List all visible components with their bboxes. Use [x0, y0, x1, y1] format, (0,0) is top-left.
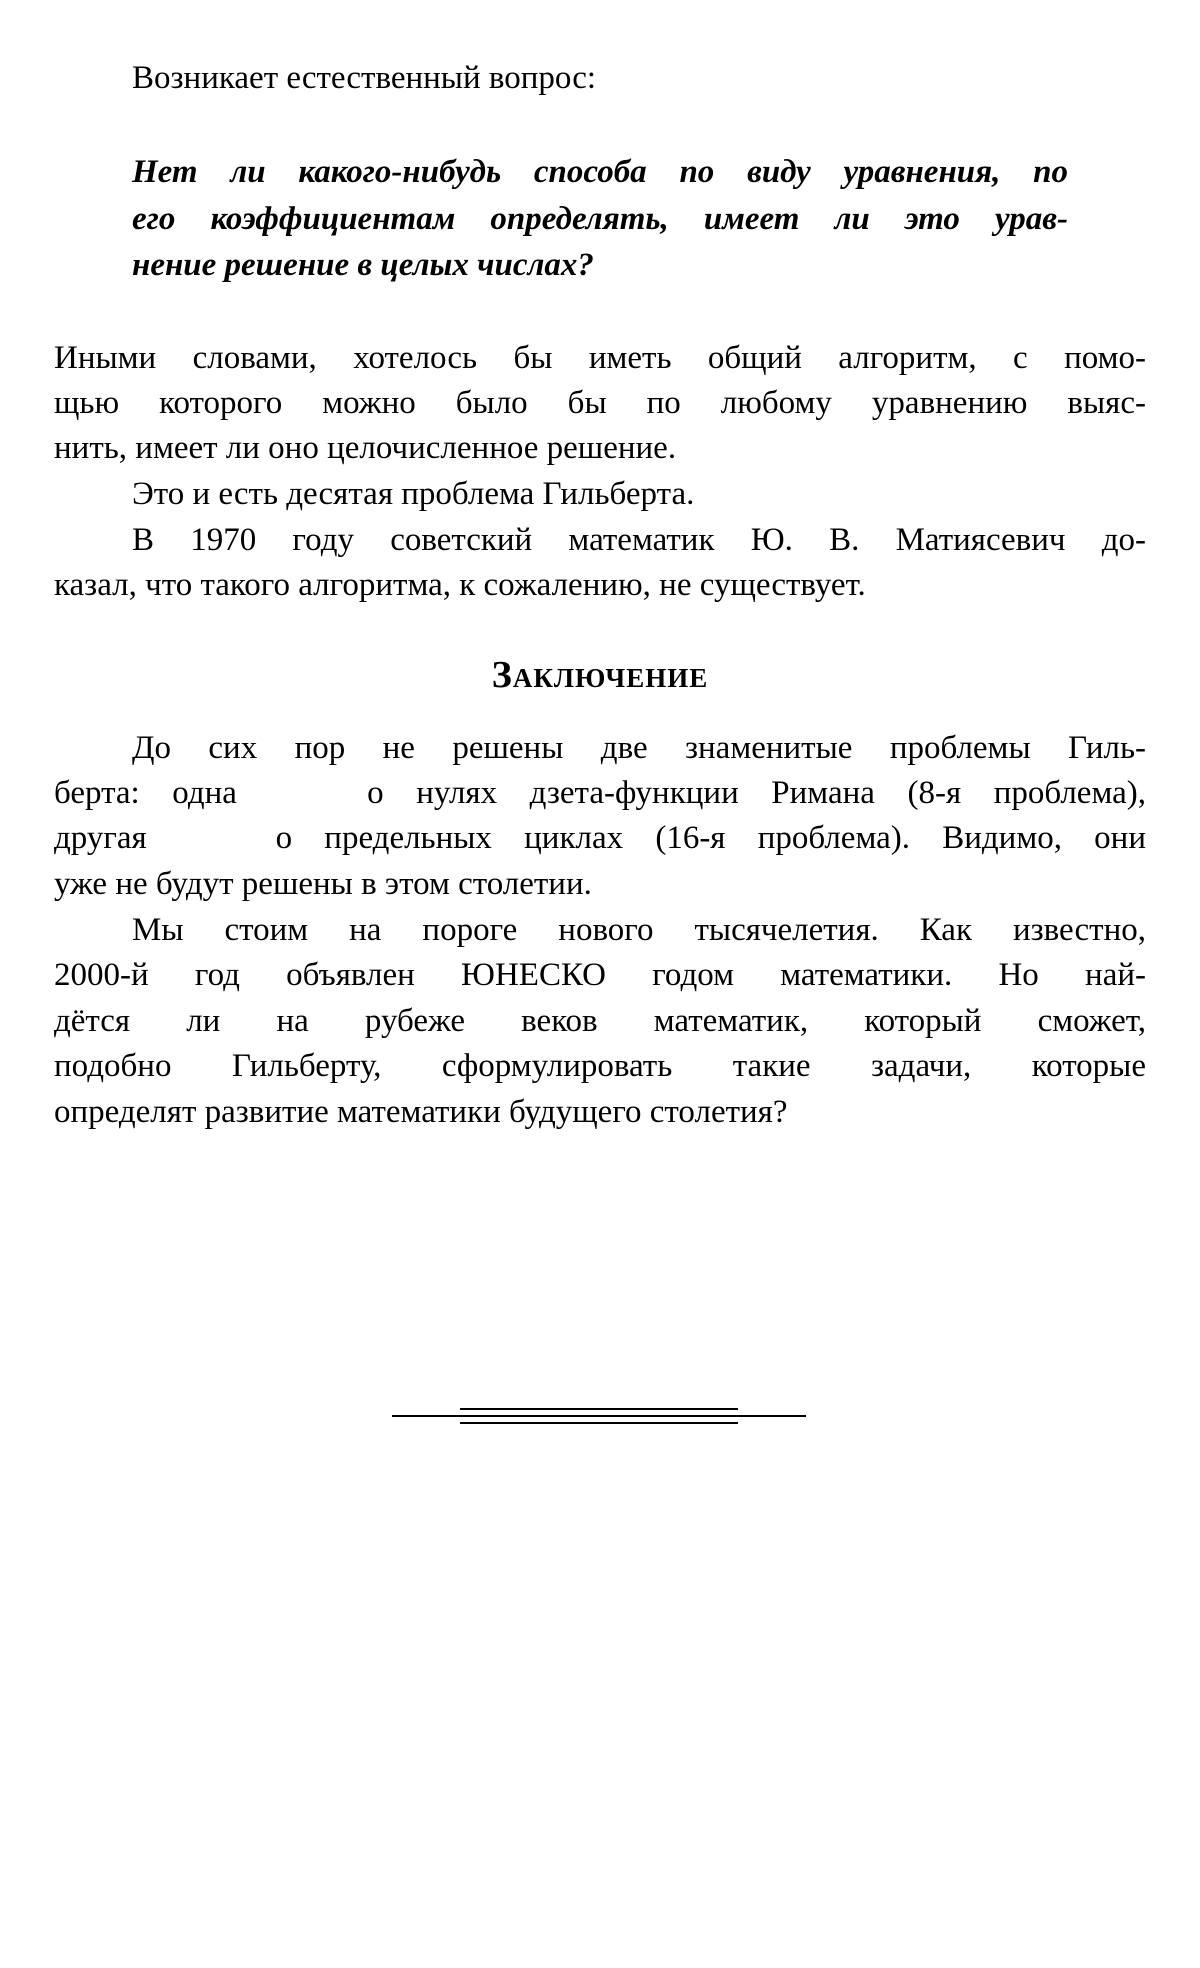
- ornament-rule-top: [460, 1408, 738, 1410]
- ornament-rule-outer: [392, 1415, 806, 1417]
- paragraph1-line-2: щью которого можно было бы по любому уравнению выяс-: [54, 385, 1146, 421]
- paragraph5-line-3: дётся ли на рубеже веков математик, который сможет,: [54, 1003, 1146, 1039]
- paragraph1-line-3: нить, имеет ли оно целочисленное решение.: [54, 430, 677, 466]
- paragraph3-line-1: В 1970 году советский математик Ю. В. Матиясевич до-: [132, 522, 1146, 558]
- paragraph5-line-4: подобно Гильберту, сформулировать такие задачи, которые: [54, 1048, 1146, 1084]
- section-heading: Заключение: [491, 654, 709, 696]
- paragraph4-line-3: другая о предельных циклах (16-я проблема). Видимо, они: [54, 820, 1146, 856]
- question-line-3: нение решение в целых числах?: [132, 247, 594, 283]
- paragraph3-line-2: казал, что такого алгоритма, к сожалению, не существует.: [54, 567, 866, 603]
- paragraph5-line-5: определят развитие математики будущего столетия?: [54, 1094, 788, 1130]
- paragraph4-line-1: До сих пор не решены две знаменитые проблемы Гиль-: [132, 730, 1146, 766]
- paragraph5-line-2: 2000-й год объявлен ЮНЕСКО годом математики. Но най-: [54, 957, 1146, 993]
- paragraph2-text: Это и есть десятая проблема Гильберта.: [132, 476, 695, 512]
- paragraph1-line-1: Иными словами, хотелось бы иметь общий алгоритм, с помо-: [54, 340, 1146, 376]
- paragraph5-line-1: Мы стоим на пороге нового тысячелетия. Как известно,: [132, 912, 1146, 948]
- question-line-1: Нет ли какого-нибудь способа по виду уравнения, по: [132, 154, 1068, 190]
- paragraph4-line-4: уже не будут решены в этом столетии.: [54, 866, 592, 902]
- question-line-2: его коэффициентам определять, имеет ли это урав-: [132, 201, 1068, 237]
- ornament-rule-bottom: [460, 1422, 738, 1424]
- paragraph4-line-2: берта: одна о нулях дзета-функции Римана (8-я проблема),: [54, 775, 1146, 811]
- intro-text: Возникает естественный вопрос:: [132, 60, 597, 96]
